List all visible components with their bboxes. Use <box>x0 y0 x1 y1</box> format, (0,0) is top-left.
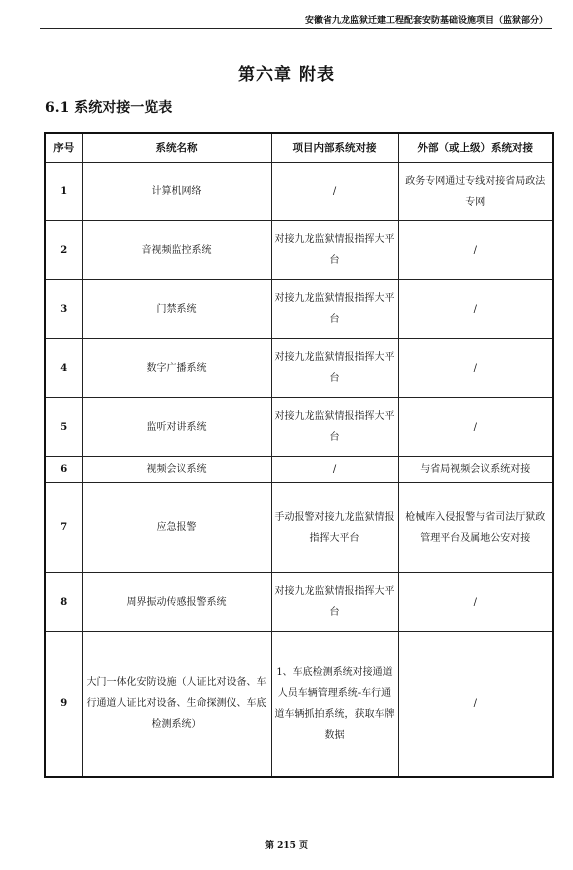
row-internal: 1、车底检测系统对接通道人员车辆管理系统-车行通道车辆抓拍系统，获取车牌数据 <box>271 632 398 777</box>
row-external: / <box>398 221 553 280</box>
section-title: 6.1 系统对接一览表 <box>45 100 173 116</box>
row-external: 与省局视频会议系统对接 <box>398 457 553 483</box>
running-header: 安徽省九龙监狱迁建工程配套安防基础设施项目（监狱部分） <box>304 16 548 26</box>
row-no: 8 <box>45 573 82 632</box>
row-no: 9 <box>45 632 82 777</box>
table-row <box>45 457 553 483</box>
table-row <box>45 398 553 457</box>
table-row <box>45 221 553 280</box>
row-internal: 对接九龙监狱情报指挥大平台 <box>271 573 398 632</box>
row-no: 1 <box>45 163 82 221</box>
row-external: / <box>398 339 553 398</box>
system-integration-table <box>44 132 554 778</box>
row-system-name: 监听对讲系统 <box>82 398 271 457</box>
table-row <box>45 632 553 777</box>
row-system-name: 门禁系统 <box>82 280 271 339</box>
page-number: 第 215 页 <box>264 841 309 851</box>
row-internal: / <box>271 457 398 483</box>
row-no: 2 <box>45 221 82 280</box>
table-row <box>45 280 553 339</box>
row-system-name: 应急报警 <box>82 483 271 573</box>
column-header-name: 系统名称 <box>82 133 271 163</box>
row-no: 6 <box>45 457 82 483</box>
row-external: 政务专网通过专线对接省局政法专网 <box>398 163 553 221</box>
table-row <box>45 573 553 632</box>
column-header-external: 外部（或上级）系统对接 <box>398 133 553 163</box>
row-system-name: 计算机网络 <box>82 163 271 221</box>
chapter-title: 第六章 附表 <box>238 65 335 85</box>
row-internal: 对接九龙监狱情报指挥大平台 <box>271 339 398 398</box>
row-system-name: 数字广播系统 <box>82 339 271 398</box>
row-internal: / <box>271 163 398 221</box>
row-system-name: 视频会议系统 <box>82 457 271 483</box>
row-internal: 对接九龙监狱情报指挥大平台 <box>271 280 398 339</box>
table-row <box>45 339 553 398</box>
row-no: 4 <box>45 339 82 398</box>
row-system-name: 音视频监控系统 <box>82 221 271 280</box>
row-external: / <box>398 632 553 777</box>
row-external: / <box>398 280 553 339</box>
row-external: 枪械库入侵报警与省司法厅狱政管理平台及属地公安对接 <box>398 483 553 573</box>
table-header-row <box>45 133 553 163</box>
header-rule <box>40 28 552 29</box>
column-header-no: 序号 <box>45 133 82 163</box>
column-header-internal: 项目内部系统对接 <box>271 133 398 163</box>
row-external: / <box>398 573 553 632</box>
row-no: 5 <box>45 398 82 457</box>
row-internal: 对接九龙监狱情报指挥大平台 <box>271 398 398 457</box>
table-row <box>45 163 553 221</box>
row-internal: 对接九龙监狱情报指挥大平台 <box>271 221 398 280</box>
row-external: / <box>398 398 553 457</box>
row-system-name: 周界振动传感报警系统 <box>82 573 271 632</box>
row-no: 3 <box>45 280 82 339</box>
row-system-name: 大门一体化安防设施（人证比对设备、车行通道人证比对设备、生命探测仪、车底检测系统） <box>82 632 271 777</box>
row-no: 7 <box>45 483 82 573</box>
table-row <box>45 483 553 573</box>
row-internal: 手动报警对接九龙监狱情报指挥大平台 <box>271 483 398 573</box>
